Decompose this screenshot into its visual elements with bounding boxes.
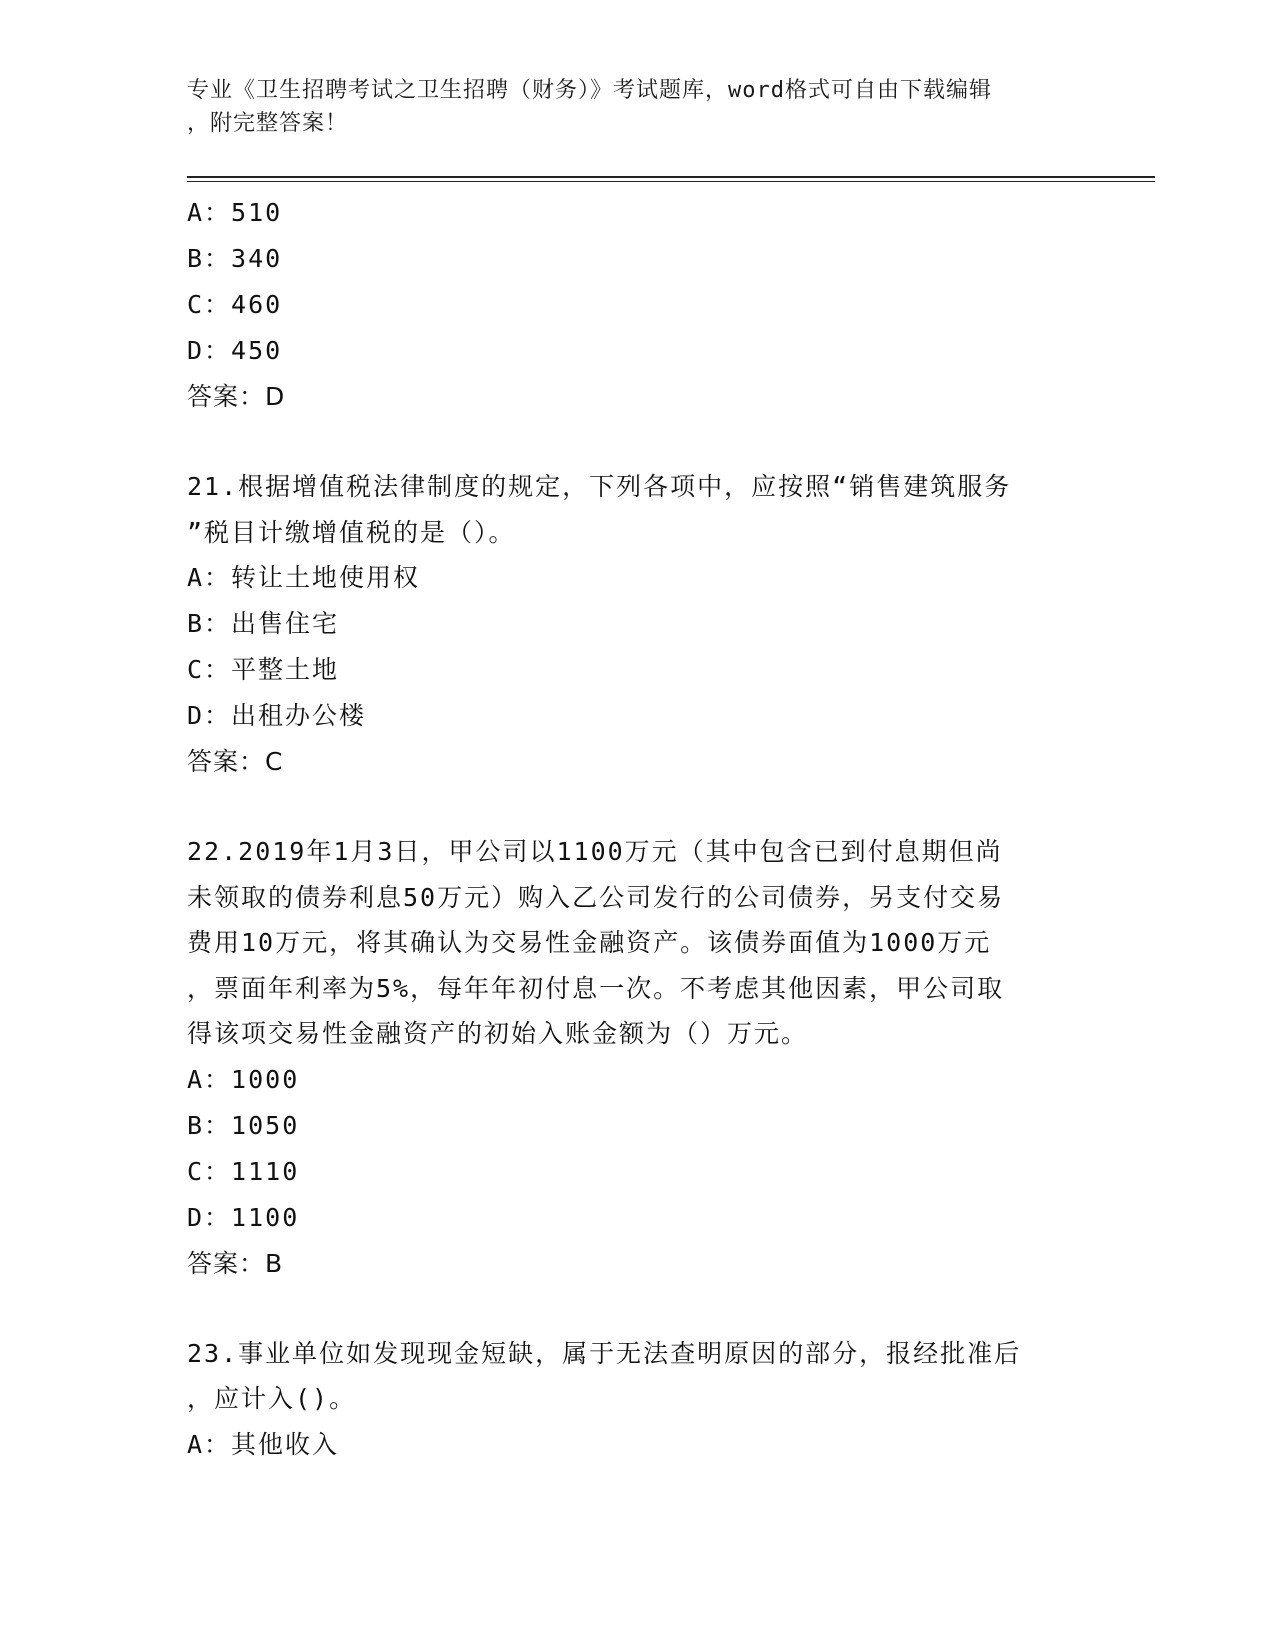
- question-text-line: 费用10万元，将其确认为交易性金融资产。该债券面值为1000万元: [187, 928, 992, 957]
- question-text-line: 23.事业单位如发现现金短缺，属于无法查明原因的部分，报经批准后: [187, 1338, 1022, 1368]
- option-b: B：1050: [187, 1110, 300, 1140]
- option-b: B：340: [187, 244, 283, 273]
- answer-line: 答案：C: [187, 747, 284, 776]
- option-c: C：460: [187, 290, 283, 319]
- option-d: D：1100: [187, 1202, 300, 1232]
- header-rule-thick: [187, 176, 1155, 178]
- option-c: C：1110: [187, 1156, 300, 1186]
- question-text-line: ，票面年利率为5%，每年年初付息一次。不考虑其他因素，甲公司取: [187, 973, 1005, 1003]
- option-a: A：1000: [187, 1064, 300, 1094]
- document-header: [187, 74, 1067, 140]
- header-line-2: ，附完整答案！: [187, 111, 349, 136]
- option-a: A：510: [187, 198, 283, 227]
- option-d: D：450: [187, 336, 283, 365]
- question-23: [187, 1331, 1087, 1468]
- header-line-1: 专业《卫生招聘考试之卫生招聘（财务）》考试题库，word格式可自由下载编辑: [187, 78, 992, 103]
- option-c: C：平整土地: [187, 655, 340, 684]
- question-list: [187, 190, 1087, 1468]
- question-21: [187, 464, 1087, 785]
- question-22: [187, 829, 1087, 1287]
- question-text-line: 得该项交易性金融资产的初始入账金额为（）万元。: [187, 1019, 809, 1048]
- option-a: A：其他收入: [187, 1429, 340, 1459]
- option-b: B：出售住宅: [187, 609, 340, 638]
- question-text-line: ，应计入()。: [187, 1384, 357, 1413]
- answer-line: 答案：B: [187, 1248, 284, 1278]
- header-rule-thin: [187, 181, 1155, 182]
- question-text-line: 22.2019年1月3日，甲公司以1100万元（其中包含已到付息期但尚: [187, 837, 1003, 866]
- question-text-line: 未领取的债券利息50万元）购入乙公司发行的公司债券，另支付交易: [187, 882, 1005, 912]
- option-d: D：出租办公楼: [187, 701, 367, 730]
- question-text-line: ”税目计缴增值税的是（）。: [187, 517, 516, 547]
- option-a: A：转让土地使用权: [187, 563, 421, 592]
- answer-line: 答案：D: [187, 382, 286, 411]
- question-prev: [187, 190, 1087, 420]
- question-text-line: 21.根据增值税法律制度的规定，下列各项中，应按照“销售建筑服务: [187, 472, 1012, 501]
